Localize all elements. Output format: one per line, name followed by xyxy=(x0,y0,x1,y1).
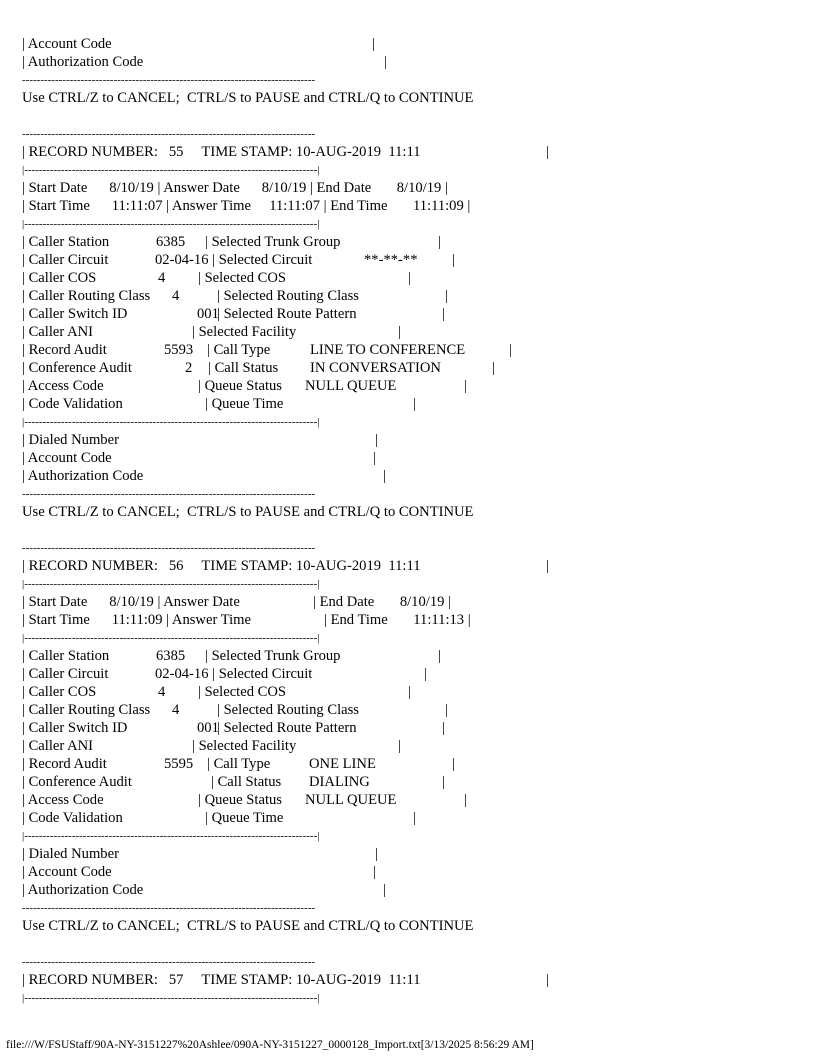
text-line xyxy=(22,503,802,521)
text-line xyxy=(22,791,802,809)
text-segment: | RECORD NUMBER: 57 TIME STAMP: 10-AUG-2019 11:11 xyxy=(22,972,421,988)
text-segment: | xyxy=(509,342,512,358)
text-segment: | xyxy=(464,378,467,394)
text-line xyxy=(22,107,802,125)
text-segment: | Caller Station xyxy=(22,234,110,250)
text-segment: 2 xyxy=(185,360,193,376)
text-segment: | xyxy=(445,288,448,304)
text-segment: 6385 xyxy=(156,648,186,664)
text-segment: | xyxy=(452,252,455,268)
text-line xyxy=(22,809,802,827)
text-line xyxy=(22,125,802,143)
page-footer-path: file:///W/FSUStaff/90A-NY-3151227%20Ashlee/090A-NY-3151227_0000128_Import.txt[3/13/2025 8:56:29 AM] xyxy=(6,1039,534,1051)
text-segment: |--------------------------------------------------------------------------------| xyxy=(22,416,320,428)
text-segment: -------------------------------------------------------------------------------- xyxy=(22,902,316,914)
text-line xyxy=(22,737,802,755)
text-segment: -------------------------------------------------------------------------------- xyxy=(22,128,316,140)
text-line xyxy=(22,575,802,593)
text-segment: | xyxy=(492,360,495,376)
text-segment: | Conference Audit xyxy=(22,360,132,376)
text-segment: | Authorization Code xyxy=(22,468,144,484)
text-line xyxy=(22,593,802,611)
text-segment: | Start Time 11:11:07 | Answer Time 11:11:07 | End Time 11:11:09 | xyxy=(22,198,471,214)
text-segment: | RECORD NUMBER: 56 TIME STAMP: 10-AUG-2019 11:11 xyxy=(22,558,421,574)
text-segment: | xyxy=(413,396,416,412)
text-line xyxy=(22,143,802,161)
text-segment: | Call Type xyxy=(207,342,271,358)
text-segment: | Account Code xyxy=(22,36,112,52)
text-segment: | xyxy=(442,774,445,790)
text-segment: 5593 xyxy=(164,342,194,358)
text-segment: | Selected Facility xyxy=(192,324,297,340)
text-segment: | xyxy=(546,558,549,574)
text-segment: | xyxy=(445,702,448,718)
text-segment: | Selected Route Pattern xyxy=(217,306,357,322)
text-segment: | xyxy=(398,738,401,754)
text-segment: | Record Audit xyxy=(22,756,107,772)
text-line xyxy=(22,611,802,629)
text-line xyxy=(22,89,802,107)
text-line xyxy=(22,917,802,935)
text-segment: NULL QUEUE xyxy=(305,378,397,394)
text-segment: NULL QUEUE xyxy=(305,792,397,808)
text-segment: | xyxy=(413,810,416,826)
text-segment: | Caller Switch ID xyxy=(22,306,128,322)
text-line xyxy=(22,197,802,215)
text-segment: | xyxy=(438,234,441,250)
text-segment: 02-04-16 | Selected Circuit xyxy=(155,666,313,682)
text-line xyxy=(22,467,802,485)
text-segment: | Caller COS xyxy=(22,270,97,286)
text-segment: |--------------------------------------------------------------------------------| xyxy=(22,830,320,842)
text-segment: | Start Time 11:11:09 | Answer Time xyxy=(22,612,251,628)
text-line xyxy=(22,989,802,1007)
text-line xyxy=(22,449,802,467)
text-line xyxy=(22,827,802,845)
text-segment: 4 xyxy=(172,288,180,304)
text-segment: Use CTRL/Z to CANCEL; CTRL/S to PAUSE and CTRL/Q to CONTINUE xyxy=(22,90,474,106)
text-segment: | xyxy=(438,648,441,664)
text-line xyxy=(22,899,802,917)
text-line xyxy=(22,629,802,647)
text-segment: | Access Code xyxy=(22,792,104,808)
text-segment: | Caller Switch ID xyxy=(22,720,128,736)
text-segment: | xyxy=(398,324,401,340)
text-segment: | Selected COS xyxy=(198,684,287,700)
text-segment: 001 xyxy=(197,720,219,736)
text-segment: | Caller Circuit xyxy=(22,252,109,268)
text-segment: | xyxy=(408,270,411,286)
text-segment: | xyxy=(424,666,427,682)
text-line xyxy=(22,863,802,881)
text-segment: |--------------------------------------------------------------------------------| xyxy=(22,578,320,590)
text-segment: 4 xyxy=(172,702,180,718)
text-line xyxy=(22,971,802,989)
text-segment: LINE TO CONFERENCE xyxy=(310,342,466,358)
text-line xyxy=(22,557,802,575)
text-segment: | Account Code xyxy=(22,450,112,466)
text-segment: | Dialed Number xyxy=(22,432,119,448)
text-segment: | xyxy=(373,450,376,466)
text-line xyxy=(22,233,802,251)
text-segment: 5595 xyxy=(164,756,194,772)
text-segment: | xyxy=(442,306,445,322)
text-line xyxy=(22,881,802,899)
text-segment: **-**-** xyxy=(364,252,418,268)
text-line xyxy=(22,647,802,665)
text-line xyxy=(22,323,802,341)
text-segment: Use CTRL/Z to CANCEL; CTRL/S to PAUSE and CTRL/Q to CONTINUE xyxy=(22,918,474,934)
document-body xyxy=(22,35,802,1007)
text-segment: | xyxy=(375,846,378,862)
text-segment: | Call Type xyxy=(207,756,271,772)
text-line xyxy=(22,287,802,305)
text-line xyxy=(22,755,802,773)
text-segment: | Code Validation xyxy=(22,810,123,826)
text-segment: ONE LINE xyxy=(309,756,376,772)
text-segment: | Caller ANI xyxy=(22,324,94,340)
text-line xyxy=(22,359,802,377)
text-line xyxy=(22,377,802,395)
text-segment: | xyxy=(383,468,386,484)
text-line xyxy=(22,773,802,791)
text-line xyxy=(22,251,802,269)
text-segment: -------------------------------------------------------------------------------- xyxy=(22,956,316,968)
text-segment: | Selected Trunk Group xyxy=(205,648,341,664)
text-segment: | Call Status xyxy=(208,360,279,376)
text-segment: | Selected Route Pattern xyxy=(217,720,357,736)
text-segment: | Caller Routing Class xyxy=(22,288,151,304)
text-segment: | RECORD NUMBER: 55 TIME STAMP: 10-AUG-2019 11:11 xyxy=(22,144,421,160)
text-line xyxy=(22,161,802,179)
text-segment: | Caller Routing Class xyxy=(22,702,151,718)
text-segment: | Dialed Number xyxy=(22,846,119,862)
text-segment: 02-04-16 | Selected Circuit xyxy=(155,252,313,268)
text-segment: | Caller ANI xyxy=(22,738,94,754)
text-segment: | Account Code xyxy=(22,864,112,880)
text-segment: | Caller Circuit xyxy=(22,666,109,682)
text-line xyxy=(22,71,802,89)
text-segment: | Queue Status xyxy=(198,378,282,394)
text-line xyxy=(22,683,802,701)
text-segment: Use CTRL/Z to CANCEL; CTRL/S to PAUSE and CTRL/Q to CONTINUE xyxy=(22,504,474,520)
text-line xyxy=(22,719,802,737)
text-segment: | xyxy=(452,756,455,772)
text-line xyxy=(22,215,802,233)
text-line xyxy=(22,395,802,413)
text-segment: 001 xyxy=(197,306,219,322)
text-segment: | Selected Trunk Group xyxy=(205,234,341,250)
text-segment: | Access Code xyxy=(22,378,104,394)
text-segment: | xyxy=(383,882,386,898)
text-segment: | Selected Routing Class xyxy=(217,702,359,718)
text-segment: | xyxy=(372,36,375,52)
text-segment: | Code Validation xyxy=(22,396,123,412)
text-segment: | xyxy=(546,144,549,160)
text-line xyxy=(22,305,802,323)
text-line xyxy=(22,845,802,863)
text-segment: 4 xyxy=(158,270,166,286)
text-segment: | Selected Facility xyxy=(192,738,297,754)
text-segment: | Record Audit xyxy=(22,342,107,358)
text-line xyxy=(22,431,802,449)
text-segment: | xyxy=(384,54,387,70)
text-segment: | Conference Audit xyxy=(22,774,132,790)
text-line xyxy=(22,413,802,431)
text-segment: | Call Status xyxy=(211,774,282,790)
text-segment: | xyxy=(408,684,411,700)
text-segment: | Selected Routing Class xyxy=(217,288,359,304)
text-segment: | Start Date 8/10/19 | Answer Date 8/10/19 | End Date 8/10/19 | xyxy=(22,180,448,196)
text-segment: |--------------------------------------------------------------------------------| xyxy=(22,218,320,230)
text-line xyxy=(22,539,802,557)
text-line xyxy=(22,485,802,503)
text-segment: 4 xyxy=(158,684,166,700)
text-line xyxy=(22,179,802,197)
text-segment: | xyxy=(546,972,549,988)
text-segment: -------------------------------------------------------------------------------- xyxy=(22,488,316,500)
text-segment: | End Time 11:11:13 | xyxy=(324,612,471,628)
text-line xyxy=(22,701,802,719)
text-segment: | xyxy=(373,864,376,880)
text-segment: -------------------------------------------------------------------------------- xyxy=(22,542,316,554)
text-segment: | Queue Time xyxy=(205,810,284,826)
text-segment: | xyxy=(464,792,467,808)
text-segment: | Authorization Code xyxy=(22,54,144,70)
text-segment: | End Date 8/10/19 | xyxy=(313,594,451,610)
text-segment: | Start Date 8/10/19 | Answer Date xyxy=(22,594,240,610)
text-segment: IN CONVERSATION xyxy=(310,360,441,376)
text-segment: | xyxy=(442,720,445,736)
text-line xyxy=(22,665,802,683)
text-segment: | Queue Time xyxy=(205,396,284,412)
text-line xyxy=(22,269,802,287)
text-line xyxy=(22,341,802,359)
text-line xyxy=(22,53,802,71)
text-segment: -------------------------------------------------------------------------------- xyxy=(22,74,316,86)
text-line xyxy=(22,953,802,971)
text-segment: |--------------------------------------------------------------------------------| xyxy=(22,632,320,644)
text-segment: |--------------------------------------------------------------------------------| xyxy=(22,992,320,1004)
text-segment: 6385 xyxy=(156,234,186,250)
text-segment: | Queue Status xyxy=(198,792,282,808)
text-segment: |--------------------------------------------------------------------------------| xyxy=(22,164,320,176)
text-segment: DIALING xyxy=(309,774,370,790)
text-segment: | Authorization Code xyxy=(22,882,144,898)
text-segment: | Caller Station xyxy=(22,648,110,664)
text-line xyxy=(22,35,802,53)
text-line xyxy=(22,935,802,953)
text-segment: | Selected COS xyxy=(198,270,287,286)
text-segment: | Caller COS xyxy=(22,684,97,700)
text-segment: | xyxy=(375,432,378,448)
text-line xyxy=(22,521,802,539)
